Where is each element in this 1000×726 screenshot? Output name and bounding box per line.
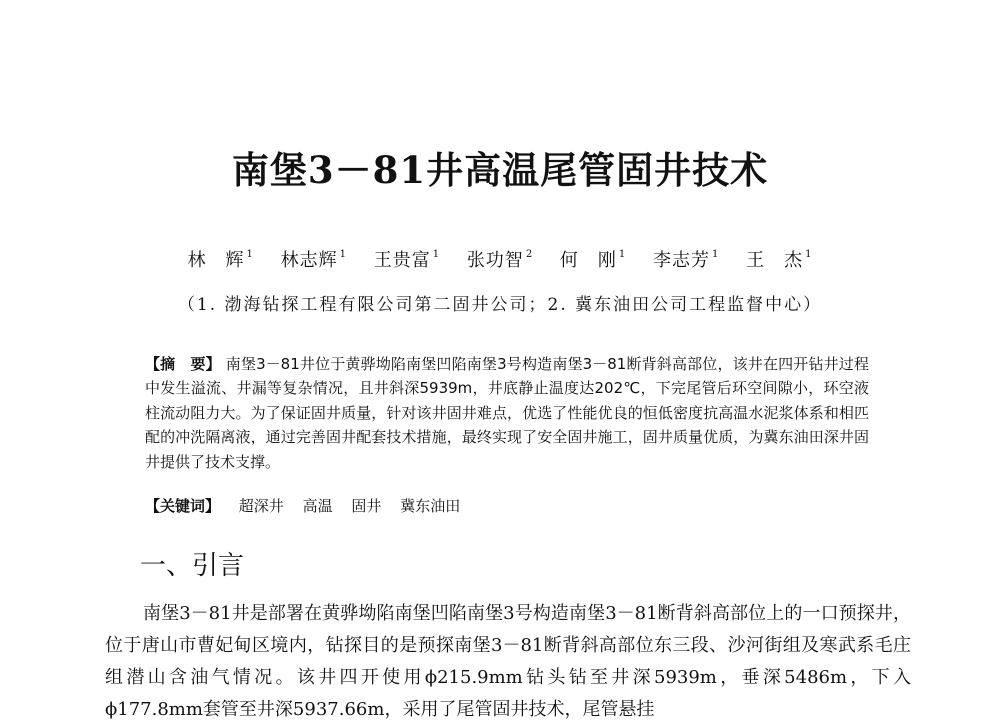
author: 张功智 $^2$ <box>466 249 534 271</box>
author: 李志芳 $^1$ <box>653 249 720 271</box>
author: 林 辉 $^1$ <box>187 249 254 271</box>
author-list <box>0 246 1000 272</box>
paragraph: 南堡3－81井是部署在黄骅坳陷南堡凹陷南堡3号构造南堡3－81断背斜高部位上的一口预探井，位于唐山市曹妃甸区境内，钻探目的是预探南堡3－81断背斜高部位东三段、沙河街组及寒武系毛庄组潜山含油气情况。该井四开使用ϕ215.9mm钻头钻至井深5939m，垂深5486m，下入ϕ177.8mm套管至井深5937.66m，采用了尾管固井技术，尾管悬挂 <box>105 603 911 720</box>
keyword: 超深井 <box>238 497 284 515</box>
paper-title: 南堡3－81井高温尾管固井技术 <box>231 148 769 192</box>
section-heading: 一、引言 <box>140 551 245 581</box>
affiliation: （1. 渤海钻探工程有限公司第二固井公司；2. 冀东油田公司工程监督中心） <box>177 295 823 315</box>
author: 王 杰 $^1$ <box>746 249 813 271</box>
abstract <box>145 352 869 474</box>
abstract-text: 南堡3－81井位于黄骅坳陷南堡凹陷南堡3号构造南堡3－81断背斜高部位，该井在四开钻井过程中发生溢流、井漏等复杂情况，且井斜深5939m，井底静止温度达202℃，下完尾管后环空间隙小，环空液柱流动阻力大。为了保证固井质量，针对该井固井难点，优选了性能优良的恒低密度抗高温水泥浆体系和相匹配的冲洗隔离液，通过完善固井配套技术措施，最终实现了安全固井施工，固井质量优质，为冀东油田深井固井提供了技术支撑。 <box>145 355 869 471</box>
author: 王贵富 $^1$ <box>373 249 441 271</box>
keywords-label: 【关键词】 <box>145 497 221 515</box>
keyword: 冀东油田 <box>400 497 461 515</box>
author: 林志辉 $^1$ <box>280 249 347 271</box>
author: 何 刚 $^1$ <box>559 249 627 271</box>
keyword: 固井 <box>351 497 382 515</box>
body-text <box>105 598 911 726</box>
keyword: 高温 <box>302 497 333 515</box>
abstract-label: 【摘 要】 <box>145 355 221 373</box>
keywords <box>145 495 460 516</box>
